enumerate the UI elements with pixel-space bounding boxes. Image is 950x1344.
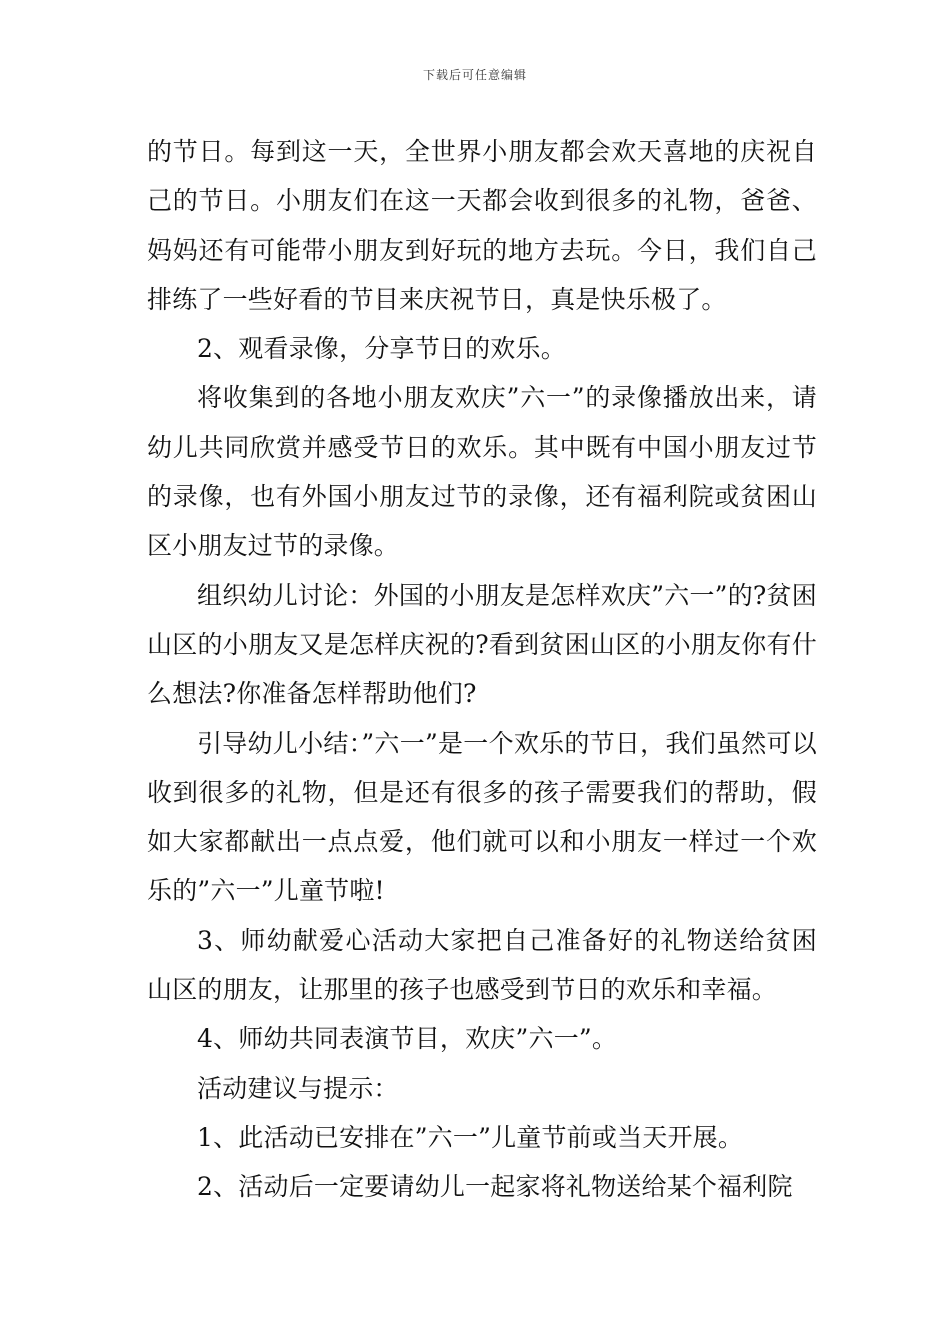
page-header-note: 下载后可任意编辑 (422, 68, 527, 82)
paragraph: 组织幼儿讨论：外国的小朋友是怎样欢庆”六一”的?贫困山区的小朋友又是怎样庆祝的?看到贫困山区的小朋友你有什么想法?你准备怎样帮助他们? (147, 580, 817, 709)
paragraph: 4、师幼共同表演节目，欢庆”六一”。 (197, 1024, 618, 1054)
paragraph: 的节日。每到这一天，全世界小朋友都会欢天喜地的庆祝自己的节日。小朋友们在这一天都会收到很多的礼物，爸爸、妈妈还有可能带小朋友到好玩的地方去玩。今日，我们自己排练了一些好看的节目来庆祝节日，真是快乐极了。 (147, 137, 817, 314)
paragraph: 将收集到的各地小朋友欢庆”六一”的录像播放出来，请幼儿共同欣赏并感受节日的欢乐。其中既有中国小朋友过节的录像，也有外国小朋友过节的录像，还有福利院或贫困山区小朋友过节的录像。 (147, 383, 817, 561)
paragraph: 活动建议与提示： (197, 1073, 399, 1103)
paragraph: 引导幼儿小结：”六一”是一个欢乐的节日，我们虽然可以收到很多的礼物，但是还有很多的孩子需要我们的帮助，假如大家都献出一点点爱，他们就可以和小朋友一样过一个欢乐的”六一”儿童节啦! (147, 728, 817, 906)
paragraph: 1、此活动已安排在”六一”儿童节前或当天开展。 (197, 1122, 744, 1152)
paragraph: 2、活动后一定要请幼儿一起家将礼物送给某个福利院 (197, 1172, 793, 1202)
paragraph: 3、师幼献爱心活动大家把自己准备好的礼物送给贫困山区的朋友，让那里的孩子也感受到节日的欢乐和幸福。 (147, 925, 817, 1005)
paragraph: 2、观看录像，分享节日的欢乐。 (197, 334, 566, 364)
document-body (147, 127, 817, 1212)
